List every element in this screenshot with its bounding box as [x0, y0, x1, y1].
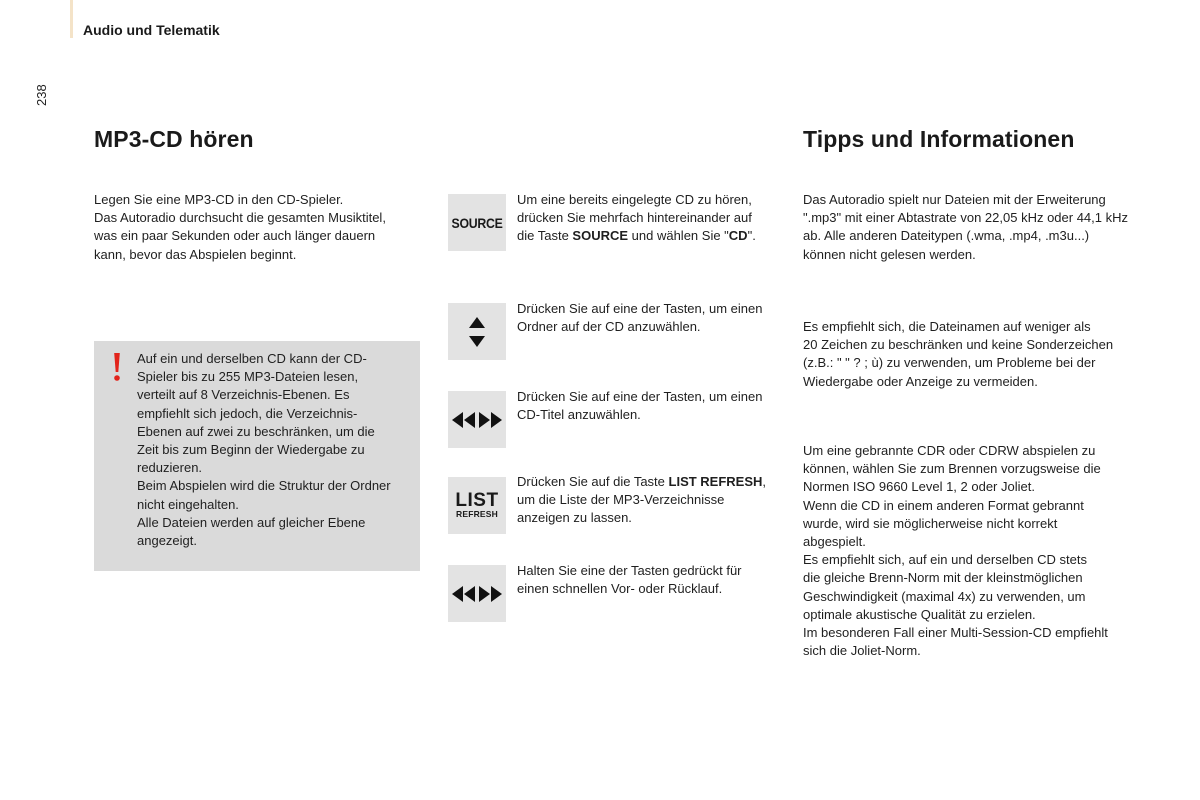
page-number: 238: [34, 84, 49, 106]
up-down-arrows-icon: [466, 314, 488, 350]
rewind-forward-icon: [451, 411, 503, 429]
text-line: Geschwindigkeit (maximal 4x) zu verwenden, um: [803, 588, 1086, 604]
text-line: ab. Alle anderen Dateitypen (.wma, .mp4, .m3u...): [803, 228, 1090, 244]
text-line: Um eine bereits eingelegte CD zu hören,: [517, 192, 752, 207]
text-line: Spieler bis zu 255 MP3-Dateien lesen,: [137, 369, 359, 385]
step-source-text: [517, 191, 779, 246]
text-line: können, wählen Sie zum Brennen vorzugsweise die: [803, 461, 1101, 477]
text-line: einen schnellen Vor- oder Rücklauf.: [517, 581, 723, 597]
text-line: Drücken Sie auf eine der Tasten, um einen: [517, 301, 763, 316]
exclamation-icon: [112, 352, 122, 382]
text-line: Legen Sie eine MP3-CD in den CD-Spieler.: [94, 192, 344, 207]
section-divider: [70, 0, 73, 38]
track-select-key: [448, 391, 506, 448]
text-line: wurde, wird sie möglicherweise nicht korrekt: [803, 515, 1058, 531]
mp3-cd-heading: MP3-CD hören: [94, 126, 254, 152]
tips-paragraph-3: [803, 442, 1133, 660]
text-line: optimale akustische Qualität zu erzielen.: [803, 606, 1036, 622]
step-folder-text: [517, 300, 779, 336]
step-list-refresh-text: [517, 473, 779, 528]
text-line: nicht eingehalten.: [137, 496, 239, 512]
text-line: empfiehlt sich jedoch, die Verzeichnis-: [137, 405, 358, 421]
source-key: [448, 194, 506, 251]
text-line: Alle Dateien werden auf gleicher Ebene: [137, 514, 366, 530]
key-name-bold: SOURCE: [572, 228, 629, 244]
text-line: um die Liste der MP3-Verzeichnisse: [517, 492, 725, 508]
fast-seek-key: [448, 565, 506, 622]
source-option-bold: CD: [728, 228, 748, 244]
text-line: können nicht gelesen werden.: [803, 246, 976, 262]
text-line: [517, 227, 779, 245]
source-key-label: SOURCE: [451, 214, 503, 231]
text-line: was ein paar Sekunden oder auch länger dauern: [94, 228, 376, 244]
text-line: Es empfiehlt sich, auf ein und derselben CD stets: [803, 552, 1087, 568]
refresh-key-label: REFRESH: [455, 509, 499, 519]
text-line: [517, 473, 779, 491]
text-line: Es empfiehlt sich, die Dateinamen auf weniger als: [803, 319, 1091, 334]
tips-paragraph-2: [803, 318, 1133, 391]
text-span: ,: [762, 474, 767, 489]
text-line: Ordner auf der CD anzuwählen.: [517, 319, 701, 335]
step-fast-seek-text: [517, 562, 779, 598]
text-line: Das Autoradio durchsucht die gesamten Musiktitel,: [94, 210, 386, 226]
step-track-text: [517, 388, 779, 424]
text-line: (z.B.: " " ? ; ù) zu verwenden, um Probleme bei der: [803, 355, 1096, 371]
text-span: ".: [747, 228, 756, 244]
text-line: Um eine gebrannte CDR oder CDRW abspielen zu: [803, 443, 1096, 458]
text-span: Drücken Sie auf die Taste: [517, 474, 669, 489]
section-title: Audio und Telematik: [83, 22, 220, 38]
intro-paragraph: [94, 191, 414, 264]
tips-paragraph-1: [803, 191, 1133, 264]
list-key-label: LIST: [455, 490, 499, 511]
text-line: abgespielt.: [803, 534, 866, 550]
text-line: CD-Titel anzuwählen.: [517, 407, 641, 423]
text-line: reduzieren.: [137, 460, 203, 476]
text-line: drücken Sie mehrfach hintereinander auf: [517, 210, 752, 226]
tips-heading: Tipps und Informationen: [803, 126, 1075, 152]
key-name-bold: LIST REFRESH: [668, 474, 763, 489]
rewind-forward-icon: [451, 585, 503, 603]
text-line: Drücken Sie auf eine der Tasten, um einen: [517, 389, 763, 404]
text-line: ".mp3" mit einer Abtastrate von 22,05 kHz oder 44,1 kHz: [803, 210, 1128, 226]
warning-text: [137, 350, 409, 550]
text-line: kann, bevor das Abspielen beginnt.: [94, 246, 297, 262]
text-line: verteilt auf 8 Verzeichnis-Ebenen. Es: [137, 387, 350, 403]
text-span: und wählen Sie ": [628, 228, 729, 244]
text-line: Normen ISO 9660 Level 1, 2 oder Joliet.: [803, 479, 1035, 495]
text-line: Zeit bis zum Beginn der Wiedergabe zu: [137, 442, 365, 458]
text-line: Wiedergabe oder Anzeige zu vermeiden.: [803, 373, 1038, 389]
text-line: Beim Abspielen wird die Struktur der Ordner: [137, 478, 391, 494]
list-refresh-key: [448, 477, 506, 534]
text-line: sich die Joliet-Norm.: [803, 643, 921, 659]
text-line: Ebenen auf zwei zu beschränken, um die: [137, 423, 375, 439]
text-line: angezeigt.: [137, 533, 197, 549]
text-line: Das Autoradio spielt nur Dateien mit der Erweiterung: [803, 192, 1106, 207]
text-line: Wenn die CD in einem anderen Format gebrannt: [803, 497, 1084, 513]
text-line: Auf ein und derselben CD kann der CD-: [137, 351, 367, 366]
text-line: 20 Zeichen zu beschränken und keine Sonderzeichen: [803, 337, 1114, 353]
up-down-key: [448, 303, 506, 360]
text-span: die Taste: [517, 228, 573, 244]
text-line: Halten Sie eine der Tasten gedrückt für: [517, 563, 742, 578]
text-line: anzeigen zu lassen.: [517, 510, 632, 526]
text-line: Im besonderen Fall einer Multi-Session-CD empfiehlt: [803, 625, 1108, 641]
text-line: die gleiche Brenn-Norm mit der kleinstmöglichen: [803, 570, 1083, 586]
